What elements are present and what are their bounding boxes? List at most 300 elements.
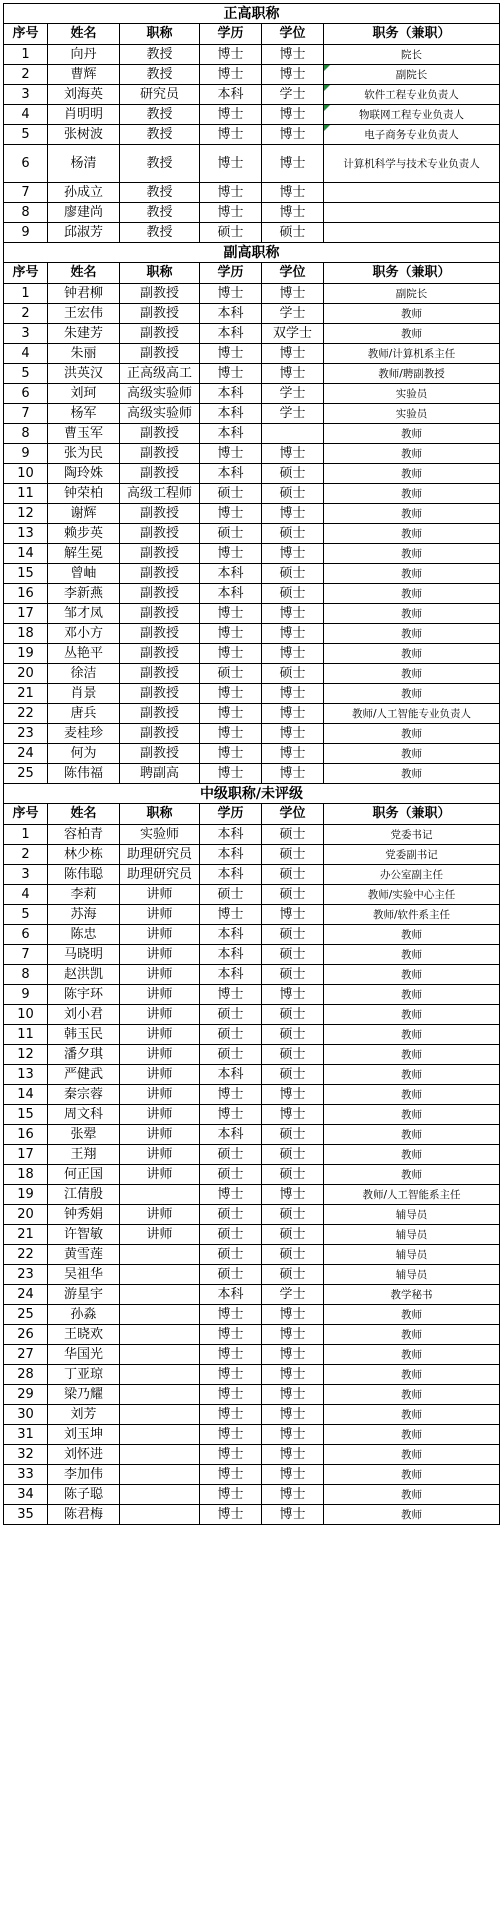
education-cell: 博士 (200, 644, 262, 664)
title-cell (120, 1305, 200, 1325)
education-cell: 博士 (200, 684, 262, 704)
name-cell: 谢辉 (48, 504, 120, 524)
name-cell: 陈忠 (48, 925, 120, 945)
seq-cell: 8 (4, 965, 48, 985)
degree-cell: 硕士 (262, 664, 324, 684)
name-cell: 赵洪凯 (48, 965, 120, 985)
duty-cell: 教师 (324, 1145, 500, 1165)
education-cell: 硕士 (200, 1025, 262, 1045)
table-row (4, 203, 500, 223)
table-row (4, 825, 500, 845)
title-cell: 副教授 (120, 624, 200, 644)
duty-cell: 教师 (324, 304, 500, 324)
duty-cell: 教师 (324, 504, 500, 524)
education-cell: 博士 (200, 1305, 262, 1325)
title-cell (120, 1345, 200, 1365)
degree-cell: 博士 (262, 1325, 324, 1345)
degree-cell: 博士 (262, 1505, 324, 1525)
table-row (4, 1005, 500, 1025)
name-cell: 何正国 (48, 1165, 120, 1185)
degree-cell: 博士 (262, 544, 324, 564)
seq-cell: 2 (4, 65, 48, 85)
table-row (4, 1265, 500, 1285)
duty-cell: 教师 (324, 524, 500, 544)
duty-cell: 教师 (324, 604, 500, 624)
degree-cell: 博士 (262, 125, 324, 145)
name-cell: 解生冕 (48, 544, 120, 564)
name-cell: 杨清 (48, 145, 120, 183)
title-cell: 副教授 (120, 584, 200, 604)
degree-cell: 硕士 (262, 965, 324, 985)
title-cell (120, 1505, 200, 1525)
title-cell: 副教授 (120, 724, 200, 744)
education-cell: 硕士 (200, 1145, 262, 1165)
education-cell: 硕士 (200, 1205, 262, 1225)
duty-cell: 辅导员 (324, 1245, 500, 1265)
duty-cell: 教师/计算机系主任 (324, 344, 500, 364)
title-cell: 讲师 (120, 965, 200, 985)
duty-cell: 实验员 (324, 404, 500, 424)
title-cell: 聘副高 (120, 764, 200, 784)
name-cell: 钟荣柏 (48, 484, 120, 504)
degree-cell: 硕士 (262, 1225, 324, 1245)
name-cell: 刘玉坤 (48, 1425, 120, 1445)
name-cell: 向丹 (48, 45, 120, 65)
degree-cell: 博士 (262, 644, 324, 664)
seq-cell: 5 (4, 905, 48, 925)
table-row (4, 1045, 500, 1065)
name-cell: 肖明明 (48, 105, 120, 125)
education-cell: 博士 (200, 105, 262, 125)
table-row (4, 845, 500, 865)
title-cell: 讲师 (120, 1145, 200, 1165)
table-row (4, 284, 500, 304)
duty-cell: 教师 (324, 484, 500, 504)
duty-header: 职务（兼职） (324, 263, 500, 284)
name-cell: 朱建芳 (48, 324, 120, 344)
education-cell: 本科 (200, 85, 262, 105)
seq-cell: 24 (4, 744, 48, 764)
title-cell: 讲师 (120, 1085, 200, 1105)
education-cell: 硕士 (200, 1245, 262, 1265)
table-row (4, 1465, 500, 1485)
table-row (4, 1245, 500, 1265)
name-cell: 陈君梅 (48, 1505, 120, 1525)
title-cell: 讲师 (120, 925, 200, 945)
seq-cell: 6 (4, 925, 48, 945)
degree-cell: 博士 (262, 684, 324, 704)
education-cell: 硕士 (200, 484, 262, 504)
degree-cell: 博士 (262, 183, 324, 203)
name-cell: 肖景 (48, 684, 120, 704)
duty-cell: 教师 (324, 744, 500, 764)
duty-cell: 教师 (324, 1465, 500, 1485)
seq-cell: 16 (4, 584, 48, 604)
education-cell: 本科 (200, 304, 262, 324)
seq-cell: 15 (4, 564, 48, 584)
duty-cell: 教师 (324, 724, 500, 744)
education-cell: 博士 (200, 764, 262, 784)
table-row (4, 364, 500, 384)
degree-cell: 博士 (262, 905, 324, 925)
table-row (4, 744, 500, 764)
table-row (4, 945, 500, 965)
title-cell: 讲师 (120, 1045, 200, 1065)
title-cell: 教授 (120, 125, 200, 145)
section-title: 副高职称 (4, 243, 500, 263)
title-cell: 副教授 (120, 324, 200, 344)
seq-cell: 23 (4, 1265, 48, 1285)
degree-cell: 硕士 (262, 1045, 324, 1065)
degree-cell: 博士 (262, 1345, 324, 1365)
seq-cell: 20 (4, 664, 48, 684)
name-cell: 李加伟 (48, 1465, 120, 1485)
section-title-row (4, 243, 500, 263)
degree-cell: 博士 (262, 764, 324, 784)
duty-cell: 教师 (324, 1505, 500, 1525)
title-cell (120, 1185, 200, 1205)
seq-cell: 5 (4, 125, 48, 145)
seq-cell: 22 (4, 704, 48, 724)
degree-cell: 博士 (262, 203, 324, 223)
column-header-row (4, 804, 500, 825)
table-row (4, 1085, 500, 1105)
duty-cell (324, 223, 500, 243)
duty-cell (324, 203, 500, 223)
education-cell: 博士 (200, 65, 262, 85)
degree-cell: 硕士 (262, 925, 324, 945)
seq-cell: 20 (4, 1205, 48, 1225)
seq-cell: 14 (4, 544, 48, 564)
seq-cell: 33 (4, 1465, 48, 1485)
name-cell: 何为 (48, 744, 120, 764)
seq-cell: 4 (4, 105, 48, 125)
seq-cell: 11 (4, 484, 48, 504)
degree-cell: 硕士 (262, 1065, 324, 1085)
seq-cell: 1 (4, 45, 48, 65)
duty-cell: 教师/实验中心主任 (324, 885, 500, 905)
seq-cell: 16 (4, 1125, 48, 1145)
name-cell: 张翚 (48, 1125, 120, 1145)
education-cell: 博士 (200, 1365, 262, 1385)
table-row (4, 704, 500, 724)
name-cell: 陈宇环 (48, 985, 120, 1005)
duty-cell: 教师 (324, 1405, 500, 1425)
table-row (4, 564, 500, 584)
table-row (4, 865, 500, 885)
degree-cell: 硕士 (262, 845, 324, 865)
degree-cell: 硕士 (262, 1205, 324, 1225)
table-row (4, 145, 500, 183)
duty-header: 职务（兼职） (324, 804, 500, 825)
seq-cell: 1 (4, 825, 48, 845)
education-cell: 博士 (200, 203, 262, 223)
degree-cell: 博士 (262, 1085, 324, 1105)
education-cell: 硕士 (200, 664, 262, 684)
name-cell: 麦桂珍 (48, 724, 120, 744)
seq-cell: 3 (4, 324, 48, 344)
duty-cell: 教师 (324, 544, 500, 564)
duty-cell: 教师 (324, 1305, 500, 1325)
title-cell: 讲师 (120, 1065, 200, 1085)
table-row (4, 484, 500, 504)
name-cell: 李莉 (48, 885, 120, 905)
education-cell: 本科 (200, 564, 262, 584)
degree-cell: 硕士 (262, 825, 324, 845)
name-cell: 邓小方 (48, 624, 120, 644)
duty-cell: 教师 (324, 1365, 500, 1385)
table-row (4, 925, 500, 945)
duty-cell: 教师 (324, 1045, 500, 1065)
duty-cell: 辅导员 (324, 1265, 500, 1285)
education-cell: 本科 (200, 1285, 262, 1305)
education-cell: 博士 (200, 1385, 262, 1405)
title-cell: 讲师 (120, 885, 200, 905)
title-cell: 教授 (120, 45, 200, 65)
degree-cell: 博士 (262, 364, 324, 384)
education-cell: 博士 (200, 1485, 262, 1505)
education-cell: 硕士 (200, 223, 262, 243)
seq-cell: 12 (4, 504, 48, 524)
section-title: 正高职称 (4, 4, 500, 24)
degree-cell: 博士 (262, 744, 324, 764)
duty-cell: 教师/聘副教授 (324, 364, 500, 384)
name-cell: 孙成立 (48, 183, 120, 203)
seq-cell: 5 (4, 364, 48, 384)
table-row (4, 304, 500, 324)
title-cell (120, 1365, 200, 1385)
title-cell: 副教授 (120, 524, 200, 544)
section-title: 中级职称/未评级 (4, 784, 500, 804)
title-cell: 副教授 (120, 684, 200, 704)
duty-cell: 教师 (324, 945, 500, 965)
table-row (4, 1065, 500, 1085)
duty-cell: 教师 (324, 1485, 500, 1505)
education-cell: 硕士 (200, 1225, 262, 1245)
seq-cell: 9 (4, 223, 48, 243)
title-header: 职称 (120, 263, 200, 284)
name-cell: 曹辉 (48, 65, 120, 85)
title-cell: 助理研究员 (120, 865, 200, 885)
degree-cell: 博士 (262, 45, 324, 65)
education-cell: 硕士 (200, 885, 262, 905)
name-cell: 刘怀进 (48, 1445, 120, 1465)
education-cell: 本科 (200, 584, 262, 604)
seq-cell: 8 (4, 424, 48, 444)
section-title-row (4, 784, 500, 804)
title-cell: 副教授 (120, 304, 200, 324)
table-row (4, 1145, 500, 1165)
education-cell: 博士 (200, 1445, 262, 1465)
duty-cell: 教师 (324, 985, 500, 1005)
seq-cell: 19 (4, 1185, 48, 1205)
title-cell: 副教授 (120, 664, 200, 684)
staff-sheet (3, 3, 499, 1525)
table-row (4, 344, 500, 364)
seq-cell: 18 (4, 1165, 48, 1185)
education-cell: 博士 (200, 284, 262, 304)
name-cell: 游星宇 (48, 1285, 120, 1305)
duty-cell: 教师 (324, 1445, 500, 1465)
degree-cell: 博士 (262, 985, 324, 1005)
title-cell: 高级实验师 (120, 404, 200, 424)
duty-cell: 教师 (324, 444, 500, 464)
degree-cell: 博士 (262, 1185, 324, 1205)
title-cell: 副教授 (120, 424, 200, 444)
degree-cell: 博士 (262, 1365, 324, 1385)
title-cell (120, 1405, 200, 1425)
education-cell: 博士 (200, 544, 262, 564)
seq-cell: 1 (4, 284, 48, 304)
degree-header: 学位 (262, 804, 324, 825)
education-cell: 博士 (200, 905, 262, 925)
degree-cell: 双学士 (262, 324, 324, 344)
table-row (4, 1105, 500, 1125)
duty-cell: 教师 (324, 1425, 500, 1445)
education-cell: 硕士 (200, 1265, 262, 1285)
table-row (4, 1305, 500, 1325)
table-row (4, 1205, 500, 1225)
degree-cell: 硕士 (262, 564, 324, 584)
seq-cell: 23 (4, 724, 48, 744)
seq-cell: 22 (4, 1245, 48, 1265)
degree-cell: 硕士 (262, 865, 324, 885)
table-row (4, 1405, 500, 1425)
name-cell: 孙淼 (48, 1305, 120, 1325)
duty-cell: 副院长 (324, 65, 500, 85)
degree-cell: 硕士 (262, 1025, 324, 1045)
title-cell: 副教授 (120, 444, 200, 464)
education-cell: 本科 (200, 925, 262, 945)
name-header: 姓名 (48, 24, 120, 45)
title-cell (120, 1465, 200, 1485)
degree-cell: 硕士 (262, 223, 324, 243)
degree-cell: 博士 (262, 1385, 324, 1405)
staff-table (3, 3, 500, 1525)
education-cell: 本科 (200, 1065, 262, 1085)
name-cell: 韩玉民 (48, 1025, 120, 1045)
degree-cell: 硕士 (262, 484, 324, 504)
title-cell: 副教授 (120, 284, 200, 304)
duty-cell: 计算机科学与技术专业负责人 (324, 145, 500, 183)
duty-cell: 教师 (324, 664, 500, 684)
duty-cell: 副院长 (324, 284, 500, 304)
degree-cell: 博士 (262, 1485, 324, 1505)
education-header: 学历 (200, 804, 262, 825)
education-cell: 本科 (200, 865, 262, 885)
duty-cell: 党委副书记 (324, 845, 500, 865)
education-cell: 本科 (200, 424, 262, 444)
seq-header: 序号 (4, 24, 48, 45)
title-header: 职称 (120, 804, 200, 825)
seq-cell: 7 (4, 945, 48, 965)
seq-cell: 6 (4, 384, 48, 404)
degree-cell: 博士 (262, 344, 324, 364)
name-cell: 马晓明 (48, 945, 120, 965)
name-cell: 赖步英 (48, 524, 120, 544)
seq-cell: 15 (4, 1105, 48, 1125)
degree-cell: 硕士 (262, 1145, 324, 1165)
title-cell: 正高级高工 (120, 364, 200, 384)
education-cell: 博士 (200, 1185, 262, 1205)
table-row (4, 183, 500, 203)
education-cell: 本科 (200, 845, 262, 865)
duty-cell: 教师/软件系主任 (324, 905, 500, 925)
seq-cell: 35 (4, 1505, 48, 1525)
education-cell: 本科 (200, 404, 262, 424)
duty-cell: 教师 (324, 1125, 500, 1145)
table-row (4, 604, 500, 624)
degree-cell: 学士 (262, 304, 324, 324)
title-cell: 讲师 (120, 985, 200, 1005)
degree-cell: 博士 (262, 604, 324, 624)
table-row (4, 524, 500, 544)
duty-cell: 教师 (324, 1005, 500, 1025)
seq-header: 序号 (4, 263, 48, 284)
degree-cell (262, 424, 324, 444)
table-row (4, 684, 500, 704)
seq-header: 序号 (4, 804, 48, 825)
title-cell (120, 1425, 200, 1445)
degree-cell: 博士 (262, 105, 324, 125)
name-cell: 邱淑芳 (48, 223, 120, 243)
table-row (4, 85, 500, 105)
seq-cell: 9 (4, 985, 48, 1005)
degree-cell: 博士 (262, 1465, 324, 1485)
seq-cell: 30 (4, 1405, 48, 1425)
name-cell: 李新燕 (48, 584, 120, 604)
seq-cell: 25 (4, 1305, 48, 1325)
title-cell: 讲师 (120, 1165, 200, 1185)
duty-cell: 物联网工程专业负责人 (324, 105, 500, 125)
name-cell: 刘海英 (48, 85, 120, 105)
name-cell: 钟君柳 (48, 284, 120, 304)
education-cell: 博士 (200, 364, 262, 384)
table-row (4, 885, 500, 905)
degree-cell: 学士 (262, 1285, 324, 1305)
degree-cell: 博士 (262, 1405, 324, 1425)
seq-cell: 14 (4, 1085, 48, 1105)
degree-cell: 博士 (262, 65, 324, 85)
seq-cell: 11 (4, 1025, 48, 1045)
education-cell: 博士 (200, 985, 262, 1005)
education-cell: 博士 (200, 504, 262, 524)
title-cell (120, 1265, 200, 1285)
name-cell: 洪英汉 (48, 364, 120, 384)
education-cell: 博士 (200, 604, 262, 624)
duty-cell: 教师 (324, 1105, 500, 1125)
education-cell: 博士 (200, 344, 262, 364)
degree-cell: 学士 (262, 384, 324, 404)
title-cell: 讲师 (120, 1205, 200, 1225)
degree-cell: 博士 (262, 624, 324, 644)
seq-cell: 32 (4, 1445, 48, 1465)
name-cell: 钟秀娟 (48, 1205, 120, 1225)
title-cell: 讲师 (120, 1225, 200, 1245)
degree-cell: 博士 (262, 284, 324, 304)
degree-cell: 博士 (262, 704, 324, 724)
name-cell: 陈伟聪 (48, 865, 120, 885)
name-cell: 曹玉军 (48, 424, 120, 444)
title-header: 职称 (120, 24, 200, 45)
seq-cell: 2 (4, 845, 48, 865)
name-cell: 林少栋 (48, 845, 120, 865)
title-cell: 讲师 (120, 905, 200, 925)
duty-header: 职务（兼职） (324, 24, 500, 45)
duty-cell: 院长 (324, 45, 500, 65)
education-cell: 博士 (200, 145, 262, 183)
duty-cell: 教师 (324, 1325, 500, 1345)
